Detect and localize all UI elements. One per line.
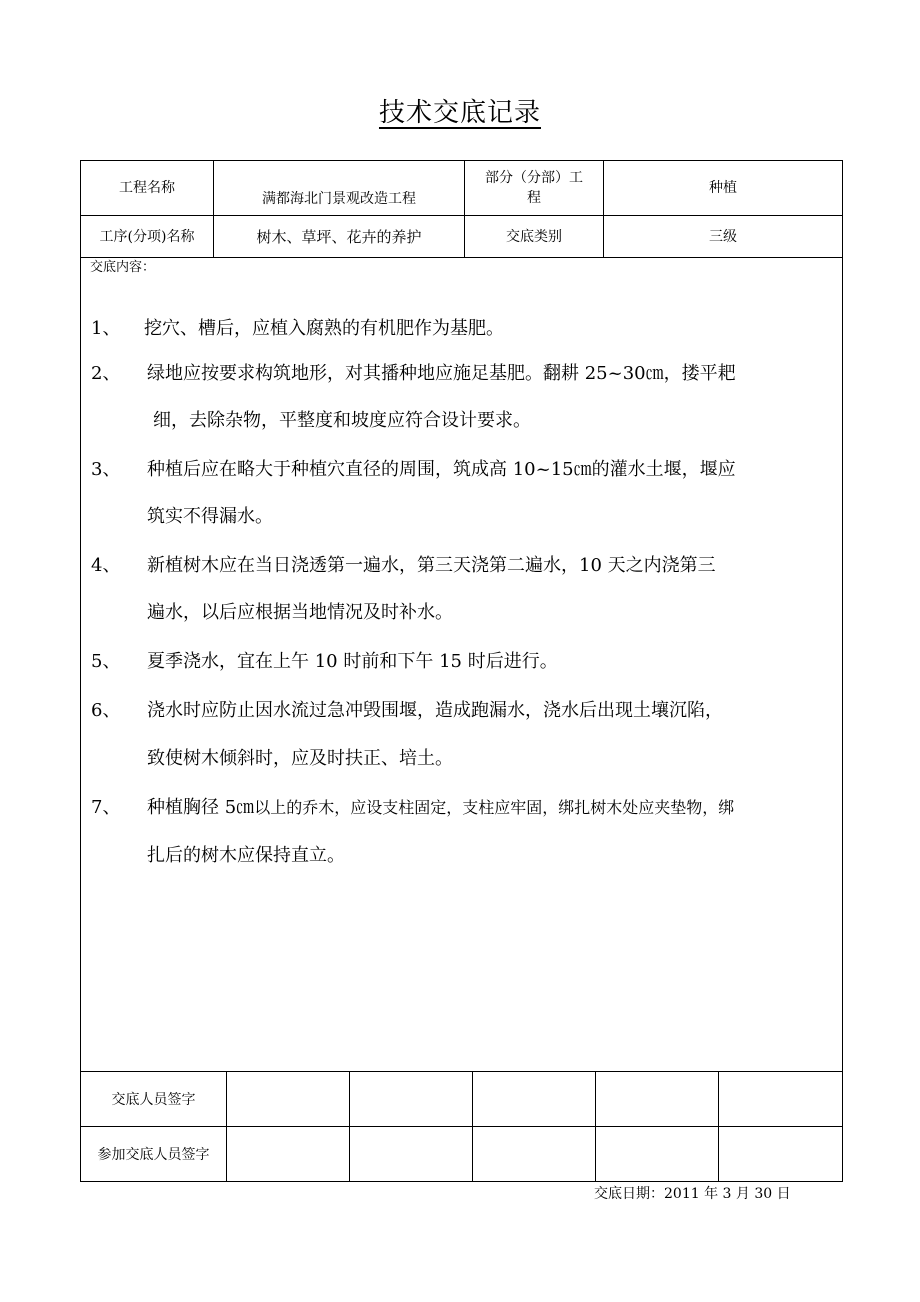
item-text: 种植后应在略大于种植穴直径的周围，筑成高 10~15㎝的灌水土堰，堰应 xyxy=(147,459,736,480)
section-label-line2: 程 xyxy=(527,190,541,206)
item-text-continued: 扎后的树木应保持直立。 xyxy=(147,845,345,866)
item-text: 新植树木应在当日浇透第一遍水，第三天浇第二遍水，10 天之内浇第三 xyxy=(147,555,716,576)
disclosure-date: 交底日期：2011 年 3 月 30 日 xyxy=(594,1186,791,1202)
discloser-signature-label: 交底人员签字 xyxy=(81,1072,227,1127)
section-value: 种植 xyxy=(604,161,843,216)
item-text: 挖穴、槽后，应植入腐熟的有机肥作为基肥。 xyxy=(144,318,504,339)
content-label: 交底内容： xyxy=(90,260,156,275)
item-text-continued: 致使树木倾斜时，应及时扶正、培土。 xyxy=(147,748,453,769)
signature-cell[interactable] xyxy=(596,1072,719,1127)
process-label: 工序(分项)名称 xyxy=(81,216,214,258)
item-text-part-b: 以上的乔木，应设支柱固定，支柱应牢固，绑扎树木处应夹垫物，绑 xyxy=(254,798,735,817)
item-text-continued: 遍水，以后应根据当地情况及时补水。 xyxy=(147,602,453,623)
page-title xyxy=(0,92,920,129)
signature-cell[interactable] xyxy=(719,1072,843,1127)
item-number: 5、 xyxy=(91,651,121,672)
header-table xyxy=(80,160,843,258)
category-value: 三级 xyxy=(604,216,843,258)
signature-table xyxy=(80,1071,843,1182)
item-number: 7、 xyxy=(91,797,121,818)
page-title-text: 技术交底记录 xyxy=(378,98,541,128)
item-text-continued: 细，去除杂物，平整度和坡度应符合设计要求。 xyxy=(153,410,531,431)
signature-cell[interactable] xyxy=(473,1127,596,1182)
category-label: 交底类别 xyxy=(465,216,604,258)
signature-cell[interactable] xyxy=(719,1127,843,1182)
process-value: 树木、草坪、花卉的养护 xyxy=(214,216,465,258)
item-number: 6、 xyxy=(91,700,121,721)
item-text xyxy=(147,784,834,831)
item-number: 1、 xyxy=(91,318,121,339)
section-label-line1: 部分（分部）工 xyxy=(485,170,583,186)
item-text-part-a: 种植胸径 5㎝ xyxy=(147,797,255,818)
item-number: 4、 xyxy=(91,555,121,576)
signature-cell[interactable] xyxy=(350,1072,473,1127)
item-text: 绿地应按要求构筑地形，对其播种地应施足基肥。翻耕 25~30㎝，搂平耙 xyxy=(147,363,736,384)
content-box xyxy=(80,251,843,1071)
item-text-continued: 筑实不得漏水。 xyxy=(147,506,273,527)
project-name-value: 满都海北门景观改造工程 xyxy=(214,161,465,216)
item-text: 夏季浇水，宜在上午 10 时前和下午 15 时后进行。 xyxy=(147,651,558,672)
item-number: 2、 xyxy=(91,363,121,384)
participants-signature-label: 参加交底人员签字 xyxy=(81,1127,227,1182)
project-name-label: 工程名称 xyxy=(81,161,214,216)
signature-cell[interactable] xyxy=(227,1072,350,1127)
signature-cell[interactable] xyxy=(473,1072,596,1127)
signature-cell[interactable] xyxy=(596,1127,719,1182)
section-label xyxy=(465,161,604,216)
signature-cell[interactable] xyxy=(227,1127,350,1182)
signature-cell[interactable] xyxy=(350,1127,473,1182)
item-number: 3、 xyxy=(91,459,121,480)
item-text: 浇水时应防止因水流过急冲毁围堰，造成跑漏水，浇水后出现土壤沉陷， xyxy=(147,700,723,721)
